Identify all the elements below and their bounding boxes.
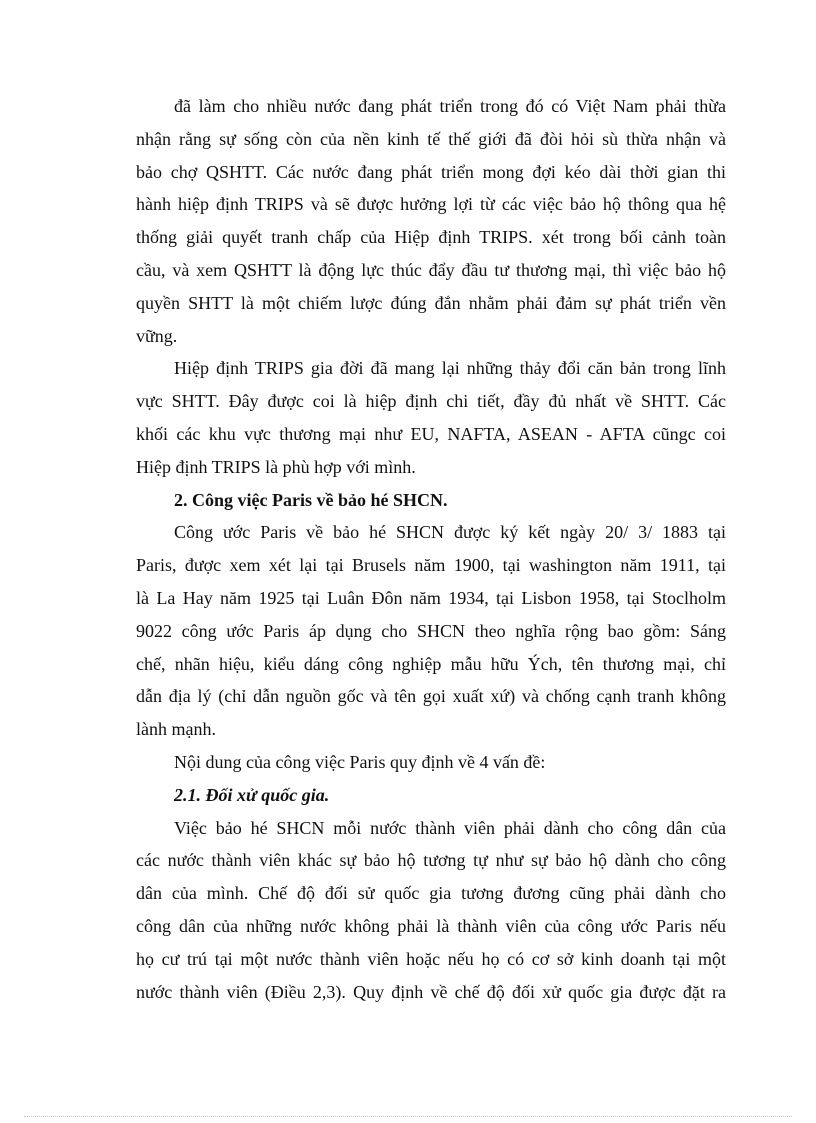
paragraph-line: cầu, và xem QSHTT là động lực thúc đẩy đầu tư thương mại, thì việc bảo hộ [136,259,726,280]
paragraph-line: là La Hay năm 1925 tại Luân Đôn năm 1934, tại Lisbon 1958, tại Stoclholm [136,587,726,608]
paragraph-line: vực SHTT. Đây được coi là hiệp định chi tiết, đầy đủ nhất về SHTT. Các [136,391,726,412]
paragraph-line: các nước thành viên khác sự bảo hộ tương tự như sự bảo hộ dành cho công [136,850,726,871]
paragraph-line: chế, nhãn hiệu, kiểu dáng công nghiệp mẫu hữu Ých, tên thương mại, chỉ [136,653,726,674]
paragraph-line: khối các khu vực thương mại như EU, NAFTA, ASEAN - AFTA cũngc coi [136,423,726,444]
paragraph-line: Nội dung của công việc Paris quy định về 4 vấn đề: [174,751,546,772]
paragraph-line: dân của mình. Chế độ đối sử quốc gia tương đương cũng phải dành cho [136,883,726,904]
paragraph-line: họ cư trú tại một nước thành viên hoặc nếu họ có cơ sở kinh doanh tại một [136,948,726,969]
subsection-heading: 2.1. Đối xử quốc gia. [174,784,330,805]
paragraph-line: hành hiệp định TRIPS và sẽ được hưởng lợi từ các việc bảo hộ thông qua hệ [136,194,726,215]
paragraph-line: Việc bảo hé SHCN mỗi nước thành viên phải dành cho công dân của [174,817,726,838]
document-body [136,90,726,1008]
paragraph-line: đã làm cho nhiều nước đang phát triển trong đó có Việt Nam phải thừa [174,96,726,116]
paragraph-line: Hiệp định TRIPS gia đời đã mang lại những thảy đổi căn bản trong lĩnh [174,358,726,379]
paragraph-line: công dân của những nước không phải là thành viên của công ước Paris nếu [136,915,726,936]
paragraph-line: lành mạnh. [136,719,216,740]
paragraph-line: quyền SHTT là một chiếm lược đúng đắn nhằm phải đảm sự phát triển vền [136,292,726,313]
paragraph-line: bảo chợ QSHTT. Các nước đang phát triển mong đợi kéo dài thời gian thi [136,161,726,182]
paragraph-line: Paris, được xem xét lại tại Brusels năm 1900, tại washington năm 1911, tại [136,555,726,576]
paragraph-line: nhận rằng sự sống còn của nền kinh tế thế giới đã đòi hỏi sù thừa nhận và [136,128,726,149]
paragraph-line: Hiệp định TRIPS là phù hợp với mình. [136,456,416,477]
paragraph-line: thống giải quyết tranh chấp của Hiệp định TRIPS. xét trong bối cảnh toàn [136,227,726,248]
paragraph-line: dẫn địa lý (chỉ dẫn nguồn gốc và tên gọi xuất xứ) và chống cạnh tranh không [136,686,726,707]
paragraph-line: 9022 công ước Paris áp dụng cho SHCN theo nghĩa rộng bao gồm: Sáng [136,620,726,641]
paragraph-line: Công ước Paris về bảo hé SHCN được ký kết ngày 20/ 3/ 1883 tại [174,522,726,543]
page-bottom-divider [24,1116,792,1117]
section-heading: 2. Công việc Paris về bảo hé SHCN. [174,489,448,510]
paragraph-line: nước thành viên (Điều 2,3). Quy định về chế độ đối xử quốc gia được đặt ra [136,981,726,1002]
paragraph-line: vững. [136,325,178,346]
